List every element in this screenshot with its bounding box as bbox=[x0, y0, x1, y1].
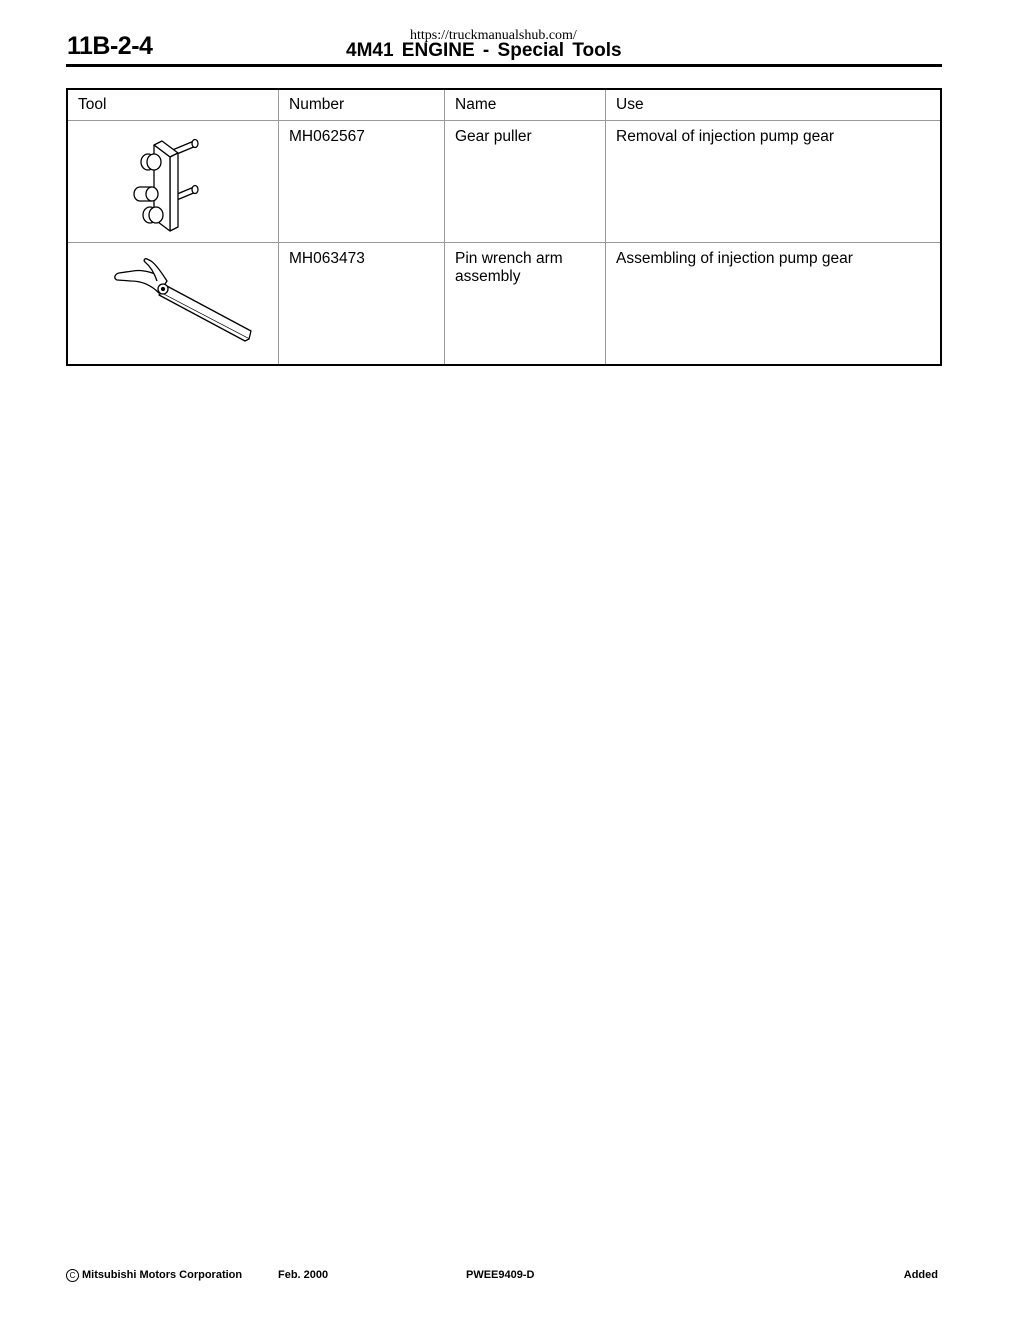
footer-status: Added bbox=[903, 1269, 938, 1281]
pin-wrench-illustration bbox=[93, 251, 253, 351]
page-title: 4M41 ENGINE - Special Tools bbox=[346, 40, 622, 61]
copyright-icon: C bbox=[66, 1269, 79, 1282]
tool-name: Pin wrench arm assembly bbox=[445, 243, 606, 366]
page-number: 11B-2-4 bbox=[67, 32, 153, 60]
table-header-row bbox=[67, 89, 941, 121]
table-row bbox=[67, 243, 941, 366]
footer-doc-code: PWEE9409-D bbox=[466, 1269, 535, 1281]
special-tools-table bbox=[66, 88, 942, 366]
tool-image-cell bbox=[67, 121, 279, 243]
tool-number: MH063473 bbox=[279, 243, 445, 366]
column-header-tool: Tool bbox=[67, 89, 279, 121]
tool-image-cell bbox=[67, 243, 279, 366]
footer-date: Feb. 2000 bbox=[278, 1269, 329, 1281]
column-header-number: Number bbox=[279, 89, 445, 121]
tool-number: MH062567 bbox=[279, 121, 445, 243]
tool-use: Assembling of injection pump gear bbox=[606, 243, 942, 366]
header-divider bbox=[66, 64, 942, 67]
column-header-name: Name bbox=[445, 89, 606, 121]
tool-name: Gear puller bbox=[445, 121, 606, 243]
gear-puller-illustration bbox=[118, 121, 228, 237]
tool-use: Removal of injection pump gear bbox=[606, 121, 942, 243]
table-row bbox=[67, 121, 941, 243]
footer-company: Mitsubishi Motors Corporation bbox=[82, 1269, 243, 1281]
column-header-use: Use bbox=[606, 89, 942, 121]
watermark-url[interactable]: https://truckmanualshub.com/ bbox=[410, 28, 577, 43]
footer-copyright bbox=[66, 1269, 242, 1282]
